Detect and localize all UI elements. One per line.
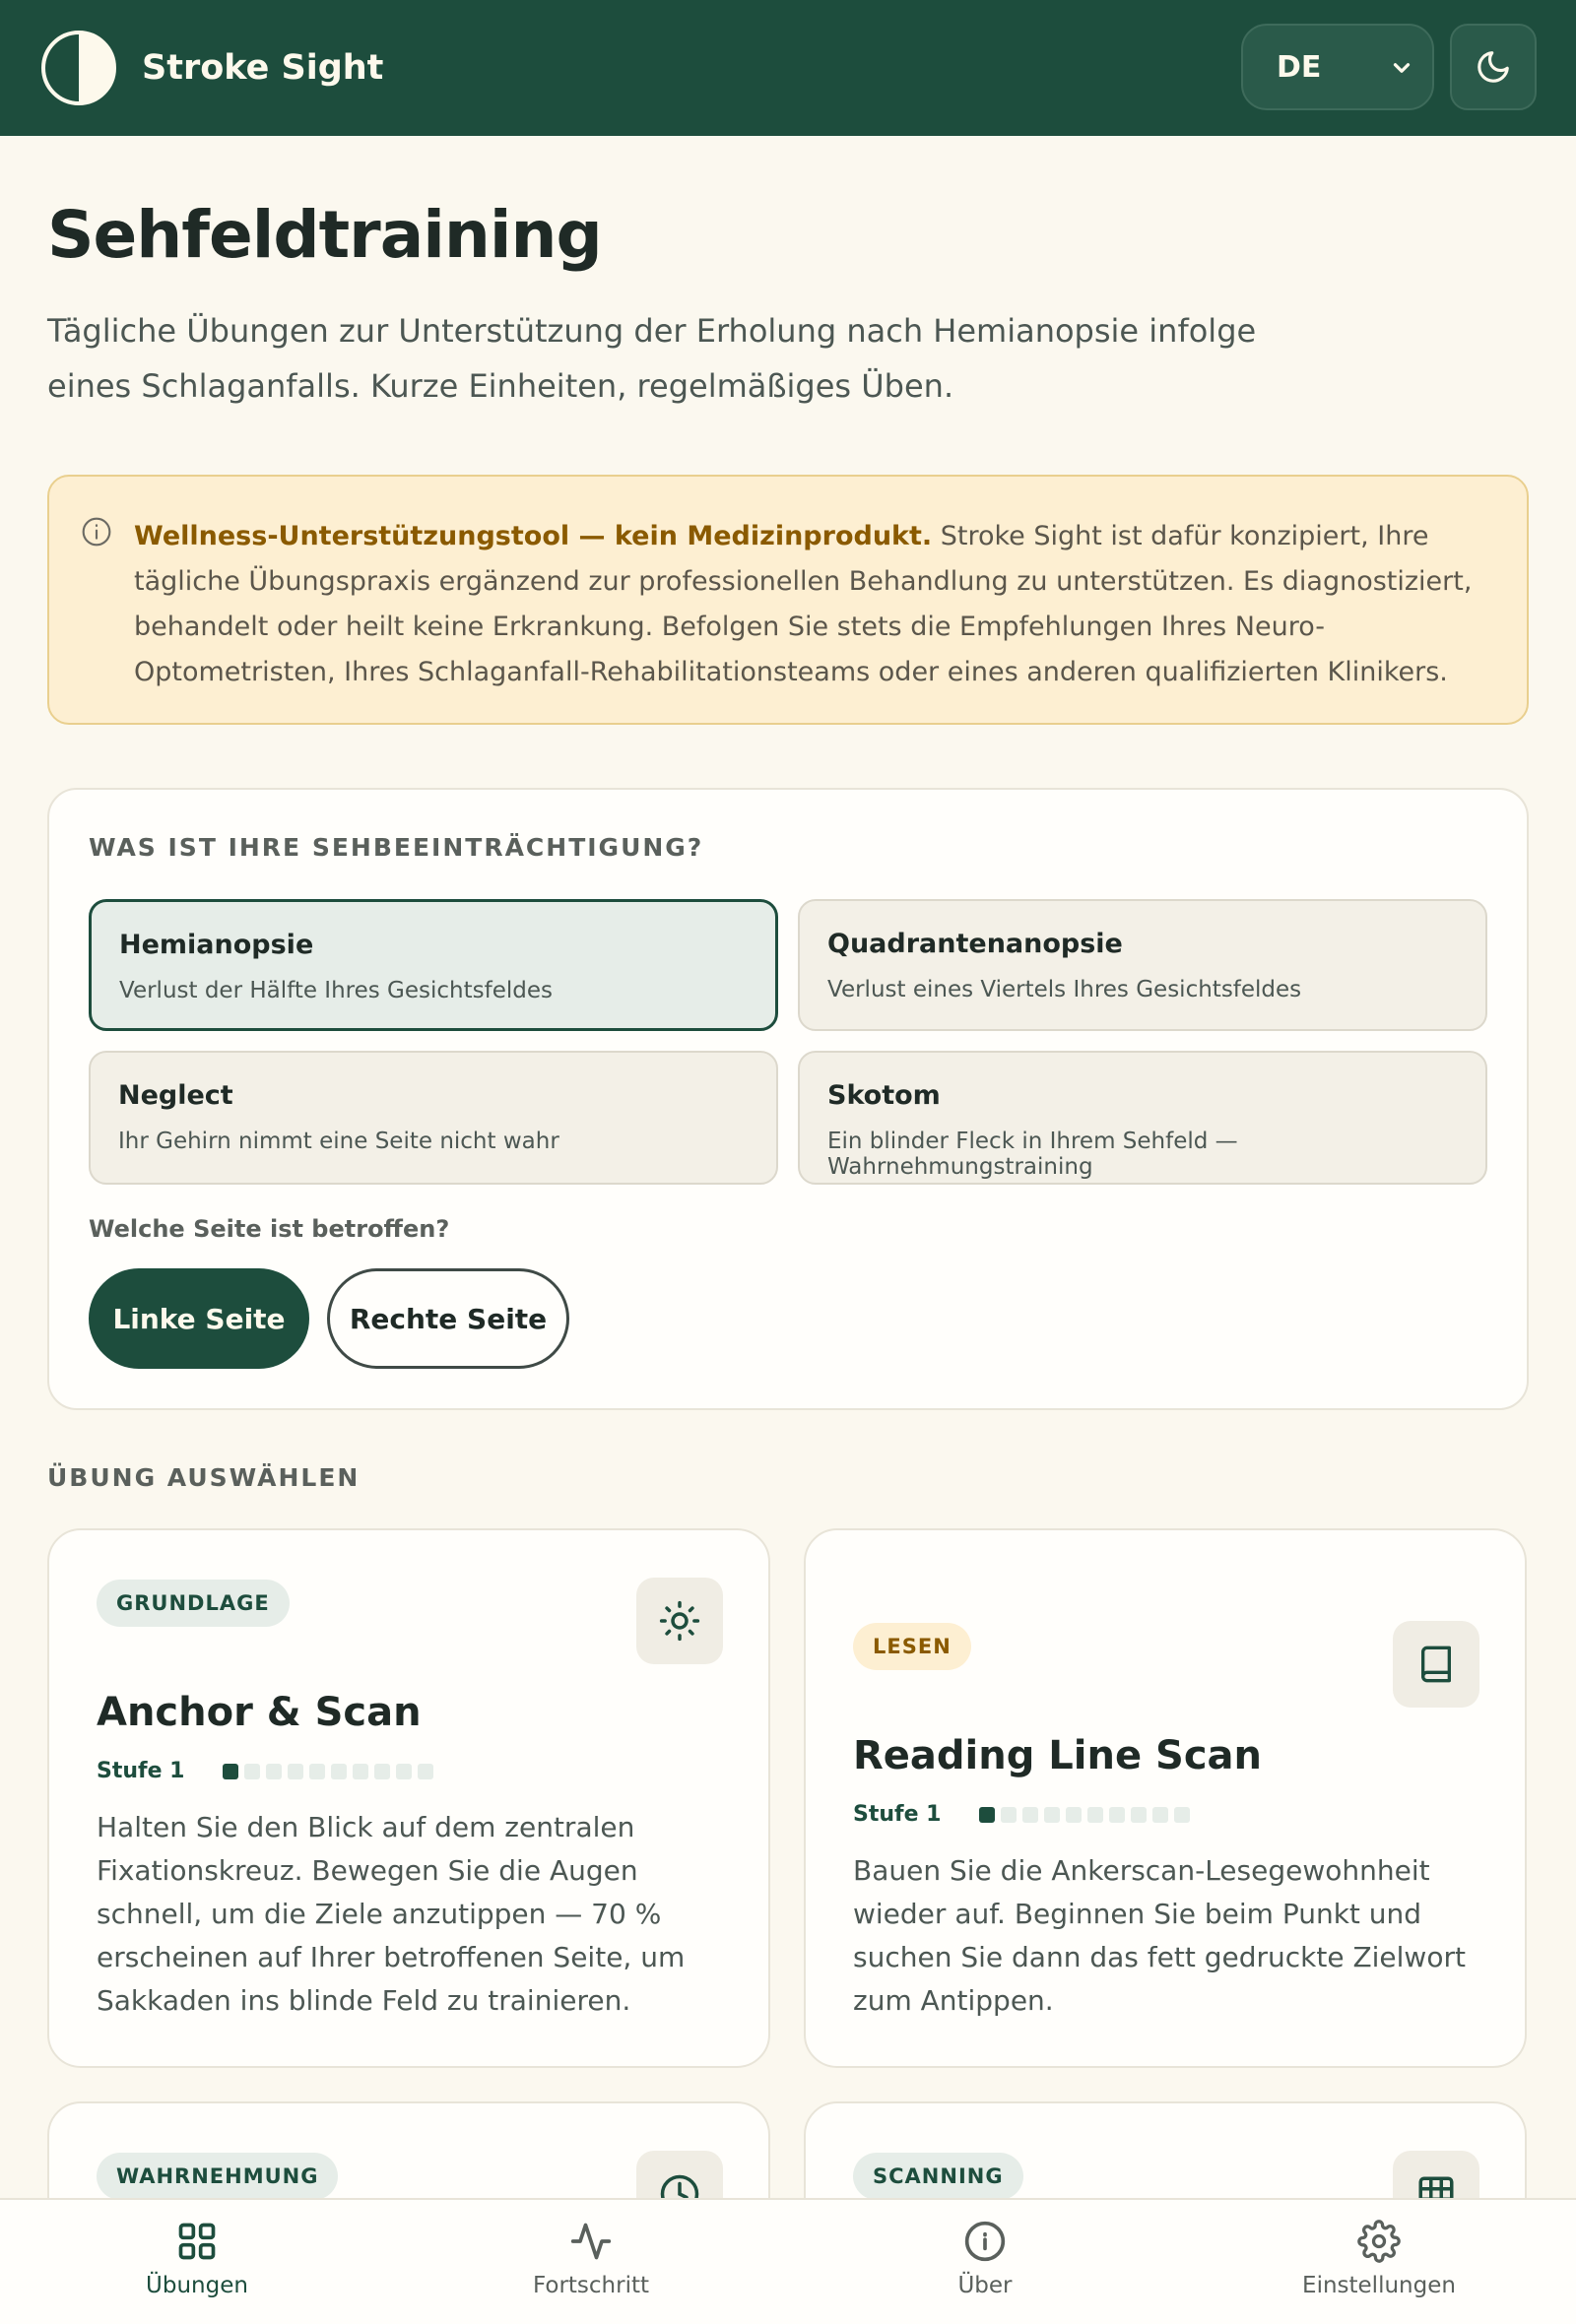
exercise-description: Halten Sie den Blick auf dem zentralen Fixationskreuz. Bewegen Sie die Augen schnell, um die Ziele anzutippen — 70 % erscheinen auf Ihrer betroffenen Seite, um Sakkaden ins blinde Feld zu trainieren. — [97, 1811, 686, 2017]
settings-icon — [1357, 2220, 1401, 2263]
option-title: Hemianopsie — [119, 930, 314, 960]
level-dots — [979, 1807, 1190, 1823]
app-header — [0, 0, 1576, 136]
level-dot — [353, 1764, 368, 1779]
nav-label: Über — [957, 2273, 1013, 2298]
page-title: Sehfeldtraining — [47, 197, 602, 273]
disclaimer-text: Stroke Sight ist dafür konzipiert, Ihre tägliche Übungspraxis ergänzend zur professionellen Behandlung zu unterstützen. Es diagnostiziert, behandelt oder heilt keine Erkrankung. Befolgen Sie stets die Empfehlungen Ihres Neuro-Optometristen, Ihres Schlaganfall-Rehabilitationsteams oder eines anderen qualifizierten Klinikers. — [134, 521, 1473, 687]
level-dot — [396, 1764, 412, 1779]
exercise-section-label: ÜBUNG AUSWÄHLEN — [47, 1463, 361, 1492]
option-neglect[interactable] — [89, 1051, 778, 1185]
level-dots — [223, 1764, 433, 1779]
nav-fortschritt[interactable] — [394, 2200, 788, 2324]
level-dot — [1022, 1807, 1038, 1823]
level-dot — [374, 1764, 390, 1779]
bottom-navigation — [0, 2198, 1576, 2324]
level-label: Stufe 1 — [853, 1802, 942, 1827]
level-dot — [1066, 1807, 1082, 1823]
level-dot — [288, 1764, 303, 1779]
level-dot — [244, 1764, 260, 1779]
impairment-card — [47, 788, 1529, 1410]
language-value: DE — [1277, 49, 1322, 85]
app-name: Stroke Sight — [142, 48, 384, 88]
nav-label: Fortschritt — [532, 2273, 650, 2298]
level-dot — [979, 1807, 995, 1823]
logo-icon — [41, 31, 116, 105]
option-title: Neglect — [118, 1080, 233, 1111]
category-badge: SCANNING — [853, 2153, 1023, 2200]
theme-toggle-button[interactable] — [1450, 24, 1537, 110]
level-dot — [223, 1764, 238, 1779]
nav-einstellungen[interactable] — [1182, 2200, 1576, 2324]
option-title: Skotom — [827, 1080, 941, 1111]
nav-ueber[interactable] — [788, 2200, 1182, 2324]
level-dot — [418, 1764, 433, 1779]
nav-label: Übungen — [146, 2273, 248, 2298]
option-desc: Ein blinder Fleck in Ihrem Sehfeld — Wahrnehmungstraining — [827, 1129, 1238, 1180]
language-select[interactable] — [1241, 24, 1434, 110]
level-dot — [1001, 1807, 1017, 1823]
exercise-title: Reading Line Scan — [853, 1733, 1263, 1778]
category-badge: LESEN — [853, 1623, 971, 1670]
wellness-disclaimer — [47, 475, 1529, 725]
level-indicator — [97, 1759, 433, 1783]
nav-label: Einstellungen — [1302, 2273, 1456, 2298]
level-dot — [1131, 1807, 1147, 1823]
impairment-label: WAS IST IHRE SEHBEEINTRÄCHTIGUNG? — [89, 833, 704, 862]
level-dot — [1152, 1807, 1168, 1823]
exercise-icon-box — [1393, 1621, 1479, 1708]
option-desc: Ihr Gehirn nimmt eine Seite nicht wahr — [118, 1129, 559, 1154]
level-dot — [331, 1764, 347, 1779]
level-dot — [309, 1764, 325, 1779]
exercise-title: Anchor & Scan — [97, 1690, 422, 1735]
option-desc: Verlust eines Viertels Ihres Gesichtsfeldes — [827, 977, 1302, 1002]
exercise-card-reading-line-scan[interactable] — [804, 1528, 1527, 2068]
level-dot — [1044, 1807, 1060, 1823]
chevron-down-icon — [1389, 55, 1414, 81]
exercise-icon-box — [636, 1578, 723, 1664]
right-side-button[interactable]: Rechte Seite — [327, 1268, 569, 1369]
category-badge: GRUNDLAGE — [97, 1580, 290, 1627]
info-circle-icon — [81, 516, 112, 548]
left-side-button[interactable]: Linke Seite — [89, 1268, 309, 1369]
sun-icon — [659, 1600, 700, 1642]
page-subtitle: Tägliche Übungen zur Unterstützung der Erholung nach Hemianopsie infolge eines Schlaganfalls. Kurze Einheiten, regelmäßiges Üben. — [47, 312, 1257, 405]
moon-icon — [1475, 48, 1512, 86]
option-title: Quadrantenanopsie — [827, 929, 1123, 959]
exercise-card-anchor-scan[interactable] — [47, 1528, 770, 2068]
category-badge: WAHRNEHMUNG — [97, 2153, 338, 2200]
option-quadrantenanopsie[interactable] — [798, 899, 1487, 1031]
level-label: Stufe 1 — [97, 1759, 185, 1783]
level-dot — [1087, 1807, 1103, 1823]
info-icon — [963, 2220, 1007, 2263]
side-question: Welche Seite ist betroffen? — [89, 1215, 450, 1243]
grid-four-icon — [175, 2220, 219, 2263]
option-desc: Verlust der Hälfte Ihres Gesichtsfeldes — [119, 978, 553, 1003]
book-icon — [1416, 1645, 1456, 1684]
level-indicator — [853, 1802, 1190, 1827]
activity-icon — [569, 2220, 613, 2263]
exercise-description: Bauen Sie die Ankerscan-Lesegewohnheit wieder auf. Beginnen Sie beim Punkt und suchen Sie dann das fett gedruckte Zielwort zum Antippen. — [853, 1854, 1466, 2017]
option-skotom[interactable] — [798, 1051, 1487, 1185]
level-dot — [1174, 1807, 1190, 1823]
disclaimer-heading: Wellness-Unterstützungstool — kein Medizinprodukt. — [134, 521, 933, 551]
level-dot — [1109, 1807, 1125, 1823]
nav-uebungen[interactable] — [0, 2200, 394, 2324]
level-dot — [266, 1764, 282, 1779]
option-hemianopsie[interactable] — [89, 899, 778, 1031]
